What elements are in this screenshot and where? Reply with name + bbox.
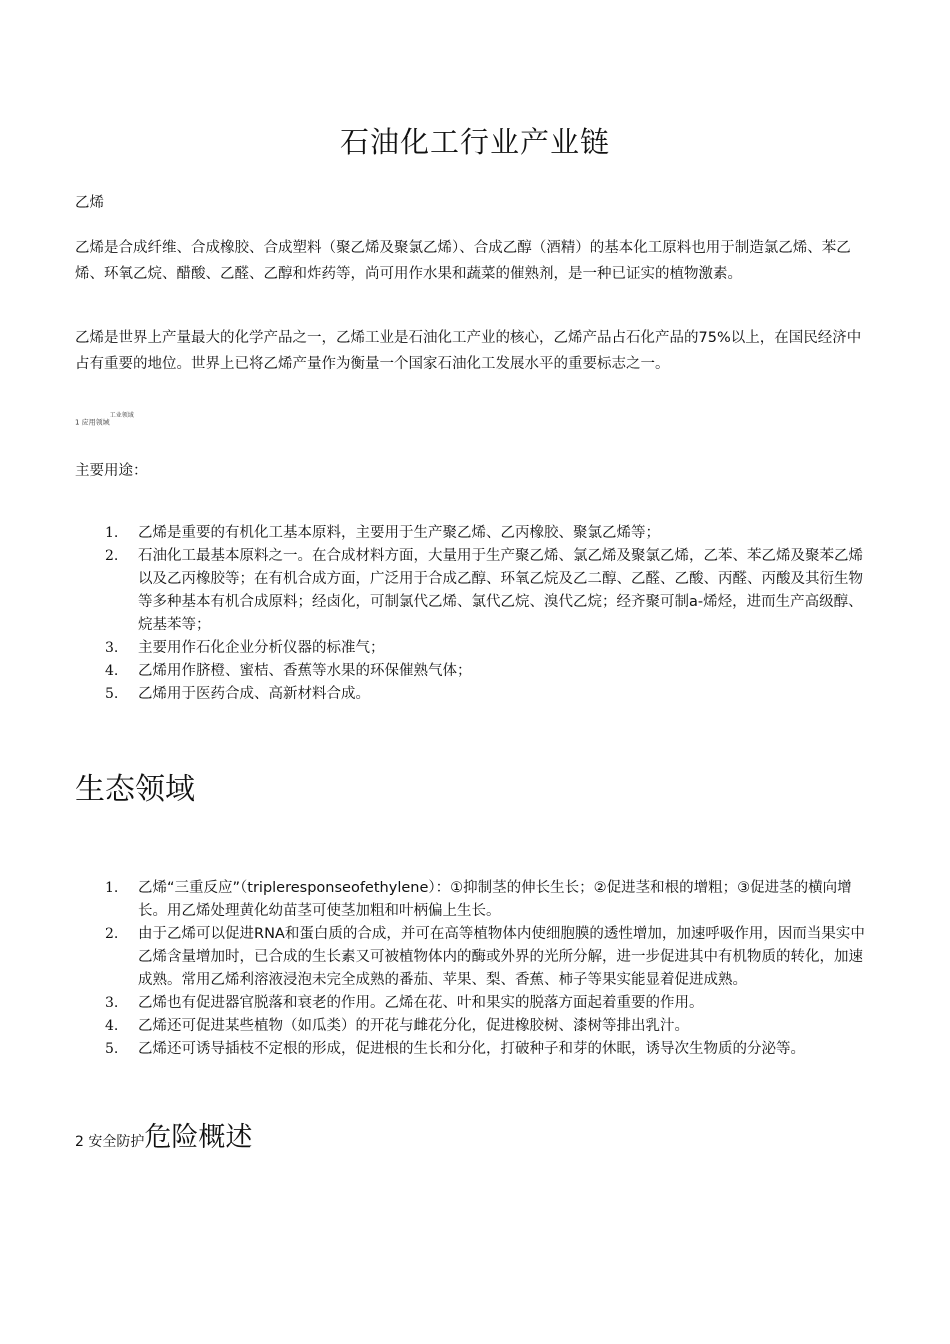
list-item-number: 5.	[105, 686, 119, 702]
list-item-text: 石油化工最基本原料之一。在合成材料方面，大量用于生产聚乙烯、氯乙烯及聚氯乙烯，乙苯、苯乙烯及聚苯乙烯以及乙丙橡胶等；在有机合成方面，广泛用于合成乙醇、环氧乙烷及乙二醇、乙醛、乙酸、丙醛、丙酸及其衍生物等多种基本有机合成原料；经卤化，可制氯代乙烯、氯代乙烷、溴代乙烷；经齐聚可制a-烯烃，进而生产高级醇、烷基苯等；	[138, 548, 863, 633]
list-item-number: 2.	[105, 926, 119, 942]
main-uses-heading: 主要用途：	[75, 463, 148, 479]
application-field-label	[75, 414, 134, 427]
section-heading-ethylene: 乙烯	[75, 195, 104, 211]
list-item-number: 4.	[105, 663, 119, 679]
list-item-text: 乙烯也有促进器官脱落和衰老的作用。乙烯在花、叶和果实的脱落方面起着重要的作用。	[138, 995, 704, 1011]
list-item	[100, 683, 875, 706]
list-item-text: 乙烯是重要的有机化工基本原料，主要用于生产聚乙烯、乙丙橡胶、聚氯乙烯等；	[138, 525, 660, 541]
document-title: 石油化工行业产业链	[339, 125, 610, 159]
list-item-number: 5.	[105, 1041, 119, 1057]
section-heading-ecology: 生态领域	[75, 772, 195, 807]
list-item-text: 主要用作石化企业分析仪器的标准气；	[138, 640, 385, 656]
ecology-list	[100, 877, 875, 1061]
list-item	[100, 877, 875, 923]
list-item	[100, 545, 875, 637]
paragraph-intro: 乙烯是合成纤维、合成橡胶、合成塑料（聚乙烯及聚氯乙烯）、合成乙醇（酒精）的基本化工原料也用于制造氯乙烯、苯乙烯、环氧乙烷、醋酸、乙醛、乙醇和炸药等，尚可用作水果和蔬菜的催熟剂，是一种已证实的植物激素。	[75, 240, 851, 282]
list-item	[100, 522, 875, 545]
list-item	[100, 660, 875, 683]
list-item-number: 3.	[105, 995, 119, 1011]
paragraph-importance: 乙烯是世界上产量最大的化学产品之一，乙烯工业是石油化工产业的核心，乙烯产品占石化产品的75%以上，在国民经济中占有重要的地位。世界上已将乙烯产量作为衡量一个国家石油化工发展水平的重要标志之一。	[75, 330, 862, 372]
list-item-number: 1.	[105, 525, 119, 541]
list-item	[100, 1015, 875, 1038]
list-item	[100, 1038, 875, 1061]
main-uses-list	[100, 522, 875, 706]
safety-section-label: 2 安全防护	[75, 1134, 145, 1150]
list-item-text: 乙烯“三重反应”（tripleresponseofethylene）：①抑制茎的伸长生长；②促进茎和根的增粗；③促进茎的横向增长。用乙烯处理黄化幼苗茎可使茎加粗和叶柄偏上生长。	[138, 880, 852, 919]
list-item-text: 由于乙烯可以促进RNA和蛋白质的合成，并可在高等植物体内使细胞膜的透性增加，加速呼吸作用，因而当果实中乙烯含量增加时，已合成的生长素又可被植物体内的酶或外界的光所分解，进一步促进其中有机物质的转化，加速成熟。常用乙烯利溶液浸泡未完全成熟的番茄、苹果、梨、香蕉、柿子等果实能显着促进成熟。	[138, 926, 865, 988]
section-heading-safety	[75, 1115, 252, 1154]
list-item	[100, 637, 875, 660]
list-item-text: 乙烯用作脐橙、蜜桔、香蕉等水果的环保催熟气体；	[138, 663, 472, 679]
list-item-number: 1.	[105, 880, 119, 896]
list-item-number: 4.	[105, 1018, 119, 1034]
list-item-text: 乙烯还可诱导插枝不定根的形成，促进根的生长和分化，打破种子和芽的休眠，诱导次生物质的分泌等。	[138, 1041, 805, 1057]
list-item-number: 3.	[105, 640, 119, 656]
list-item-number: 2.	[105, 548, 119, 564]
list-item-text: 乙烯还可促进某些植物（如瓜类）的开花与雌花分化，促进橡胶树、漆树等排出乳汁。	[138, 1018, 689, 1034]
list-item	[100, 992, 875, 1015]
industry-field-superscript: 工业领域	[109, 412, 134, 419]
application-field-text: 1 应用领域	[75, 418, 110, 427]
list-item	[100, 923, 875, 992]
hazard-overview-heading: 危险概述	[144, 1122, 253, 1153]
list-item-text: 乙烯用于医药合成、高新材料合成。	[138, 686, 370, 702]
